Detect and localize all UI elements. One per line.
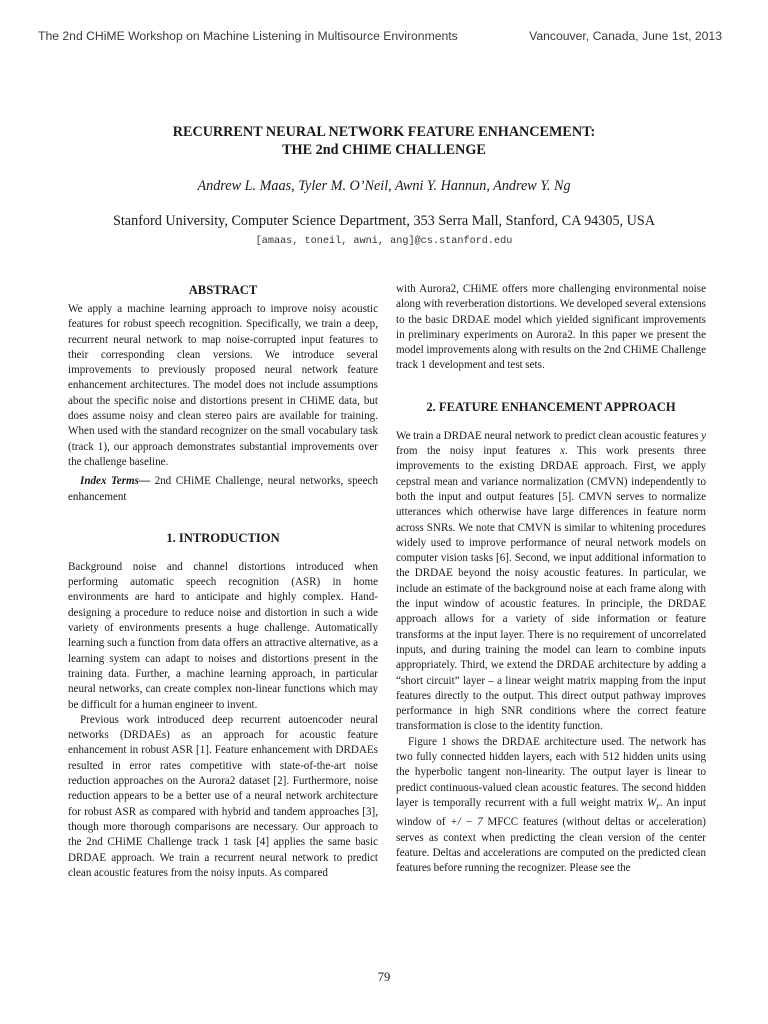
left-column bbox=[68, 282, 378, 881]
feature-enhancement-paragraph-1 bbox=[396, 429, 706, 735]
symbol-x: x bbox=[559, 445, 565, 458]
fe-p2-text-a: Figure 1 shows the DRDAE architecture used. The network has two fully connected hidden layers, each with 512 hidden units using the hyperbolic tangent non-linearity. The output layer is linear to predict continuous-valued clean acoustic features. The second hidden layer is temporally recurrent with a full weight matrix bbox=[396, 735, 706, 809]
introduction-paragraph-1: Background noise and channel distortions introduced when performing automatic speech recognition (ASR) in home environments are hard to anticipate and highly complex. Hand-designing a procedure to reduce noise and distortion in such a wide variety of environments presents a huge challenge. Automatically learning such a function from data offers an attractive alternative, as a learning system can adapt to noises and distortions present in the training data. Further, a machine learning approach, in particular neural networks, can create complex non-linear functions which may be difficult for a human engineer to invent. bbox=[68, 560, 378, 711]
fe-p2-text-c: MFCC features (without deltas or acceleration) serves as context when predicting the clean version of the center feature. Deltas and accelerations are computed on the predicted clean features before running the recognizer. Please see the bbox=[396, 816, 707, 875]
feature-enhancement-paragraph-2 bbox=[396, 735, 706, 877]
paper-title-line-1: RECURRENT NEURAL NETWORK FEATURE ENHANCEMENT: bbox=[172, 124, 596, 140]
symbol-w: W bbox=[647, 796, 657, 809]
right-column bbox=[396, 282, 706, 877]
abstract-body: We apply a machine learning approach to improve noisy acoustic features for robust speech recognition. Specifically, we train a deep, recurrent neural network to map noise-corrupted input features to their corresponding clean versions. We introduce several improvements to previously proposed neural network feature enhancement architectures. The model does not include assumptions about the specific noise and distortions present in CHiME data, but does assume noisy and clean stereo pairs are available for training. When used with the standard recognizer on the small vocabulary task (track 1), our approach demonstrates substantial improvements over the challenge baseline. bbox=[68, 303, 378, 468]
paper-title bbox=[0, 123, 768, 159]
author-list: Andrew L. Maas, Tyler M. O’Neil, Awni Y. Hannun, Andrew Y. Ng bbox=[197, 178, 571, 194]
index-terms-label: Index Terms— bbox=[80, 475, 151, 488]
fe-p1-text-a: We train a DRDAE neural network to predict clean acoustic features bbox=[396, 429, 702, 442]
feature-enhancement-heading: 2. FEATURE ENHANCEMENT APPROACH bbox=[426, 399, 676, 414]
index-terms-text: 2nd CHiME Challenge, neural networks, speech enhancement bbox=[68, 475, 378, 503]
introduction-paragraph-2: Previous work introduced deep recurrent autoencoder neural networks (DRDAEs) as an approach for acoustic feature enhancement in robust ASR [1]. Feature enhancement with DRDAEs resulted in error rates competitive with state-of-the-art noise reduction approaches on the Aurora2 dataset [2]. Furthermore, noise reduction appears to be a better use of a neural network architecture for robust ASR as compared with hybrid and tandem approaches [3], though more thorough comparisons are necessary. Our approach to the 2nd CHiME Challenge track 1 task [4] applies the same basic DRDAE approach. We train a recurrent neural network to predict clean acoustic features from the noisy inputs. As compared bbox=[68, 713, 378, 879]
affiliation: Stanford University, Computer Science Department, 353 Serra Mall, Stanford, CA 94305, USA bbox=[112, 213, 656, 229]
paper-title-line-2: THE 2nd CHIME CHALLENGE bbox=[282, 142, 486, 158]
symbol-y: y bbox=[701, 429, 706, 442]
conference-location-date: Vancouver, Canada, June 1st, 2013 bbox=[529, 29, 722, 43]
conference-name: The 2nd CHiME Workshop on Machine Listening in Multisource Environments bbox=[38, 29, 458, 43]
introduction-heading: 1. INTRODUCTION bbox=[166, 530, 280, 545]
index-terms bbox=[68, 474, 378, 505]
symbol-w-subscript: r bbox=[656, 802, 660, 813]
author-emails: [amaas, toneil, awni, ang]@cs.stanford.edu bbox=[255, 236, 513, 247]
symbol-plus-minus-window: +/ − 7 bbox=[450, 816, 483, 829]
fe-p1-text-b: from the noisy input features bbox=[396, 445, 560, 458]
fe-p1-text-c: . This work presents three improvements to the existing DRDAE approach. First, we apply cepstral mean and variance normalization (CMVN) independently to both the input and output features [5]. CMVN serves to normalize utterances which otherwise have large differences in feature norm across SNRs. We note that CMVN is similar to whitening procedures widely used to improve performance of neural network models on computer vision tasks [6]. Second, we input additional information to the DRDAE beyond the noisy acoustic features. In particular, we include an estimate of the background noise at each frame along with the input window of acoustic features. In principle, the DRDAE approach allows for a variety of side information or feature transforms at the input layer. There is no requirement of uncorrelated inputs, and during training the model can learn to combine inputs appropriately. Third, we extend the DRDAE architecture by adding a “short circuit” layer – a linear weight matrix mapping from the input features directly to the output. This direct output pathway improves performance in high SNR conditions where the correct feature transformation is close to the identity function. bbox=[396, 445, 707, 733]
fe-p2-text-b: . An input window of bbox=[396, 796, 707, 829]
running-header bbox=[38, 29, 722, 45]
abstract-heading: ABSTRACT bbox=[188, 283, 258, 297]
page-number: 79 bbox=[377, 970, 391, 984]
introduction-paragraph-3: with Aurora2, CHiME offers more challenging environmental noise along with reverberation distortions. We developed several extensions to the basic DRDAE model which yielded significant improvements in preliminary experiments on Aurora2. In this paper we present the model improvements along with results on the 2nd CHiME Challenge track 1 development and test sets. bbox=[396, 283, 706, 372]
